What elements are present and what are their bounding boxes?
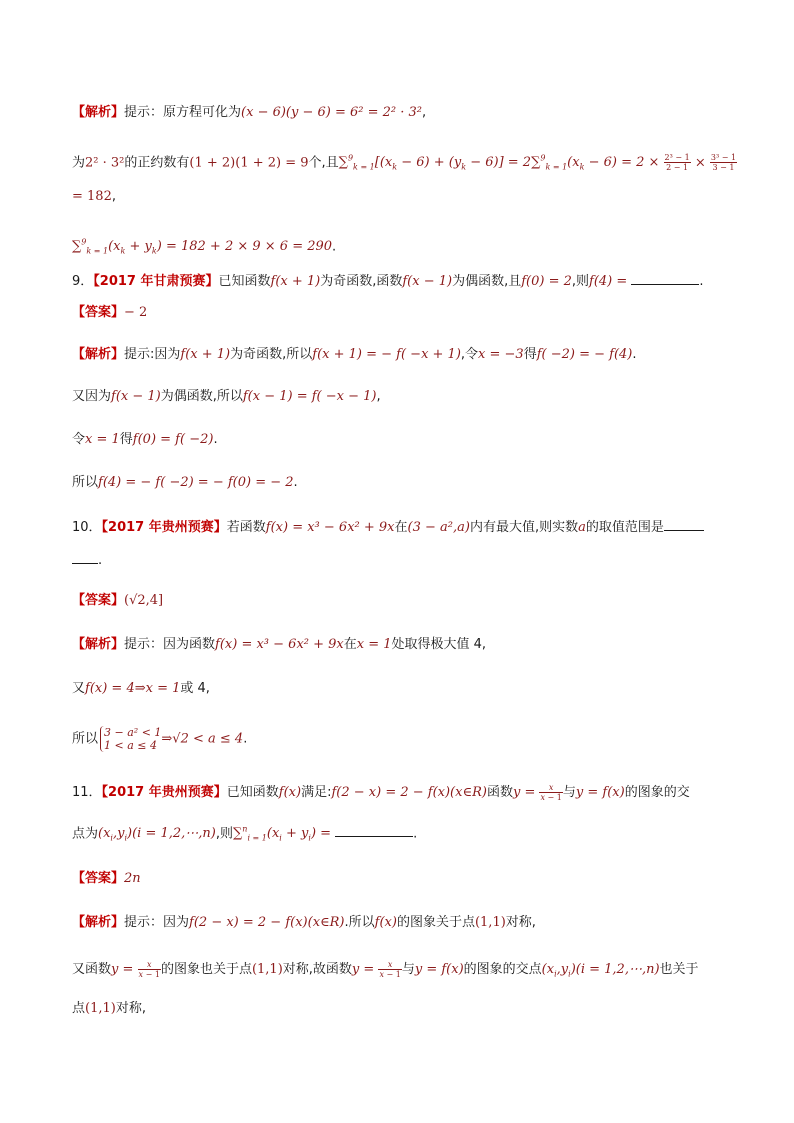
- text-line-1: 【解析】提示：原方程可化为(x − 6)(y − 6) = 6² = 2² · 3²,: [72, 105, 427, 120]
- text-line-9: 令x = 1得f(0) = f( −2).: [72, 432, 218, 447]
- text-line-16: 所以 3 − a² < 1 1 < a ≤ 4 ⇒√2 < a ≤ 4.: [72, 726, 248, 752]
- text-line-12: .: [72, 551, 102, 570]
- text-line-11: 10．【2017 年贵州预赛】若函数f(x) = x³ − 6x² + 9x在(3 − a²,a)内有最大值,则实数a的取值范围是: [72, 518, 704, 537]
- text-line-2: 为2² · 3²的正约数有(1 + 2)(1 + 2) = 9个,且$\sum^9_{k = 1}[(x_k - 6) + (y_k - 6)] = 2\sum^9_{k = 1}(x_k - 6) = 2$ × $\frac{\text{2³ − 1}}{2 - 1}$ × $\frac{\text{3³ − 1}}{3 - 1}$: [72, 153, 737, 173]
- text-line-10: 所以f(4) = − f( −2) = − f(0) = − 2.: [72, 475, 298, 490]
- text-line-5: 9．【2017 年甘肃预赛】已知函数f(x + 1)为奇函数,函数f(x − 1)为偶函数,且f(0) = 2,则f(4) = .: [72, 274, 704, 289]
- text-line-22: 点(1,1)对称,: [72, 1001, 146, 1016]
- text-line-20: 【解析】提示：因为f(2 − x) = 2 − f(x)(x∈R).所以f(x)的图象关于点(1,1)对称,: [72, 915, 536, 930]
- text-line-21: 又函数y = $\frac{x}{x - 1}$ 的图象也关于点(1,1)对称,故函数y = $\frac{x}{x - 1}$ 与y = f(x)的图象的交点$(x_i,y_i)(i$ = 1,2,⋯,n)也关于: [72, 960, 699, 979]
- text-line-13: 【答案】(√2,4]: [72, 593, 164, 608]
- text-line-7: 【解析】提示:因为f(x + 1)为奇函数,所以f(x + 1) = − f( −x + 1),令x = −3得f( −2) = − f(4).: [72, 347, 637, 362]
- text-line-17: 11．【2017 年贵州预赛】已知函数f(x)满足:f(2 − x) = 2 − f(x)(x∈R)函数y = $\frac{x}{x - 1}$ 与y = f(x)的图象的交: [72, 783, 690, 802]
- text-line-19: 【答案】2n: [72, 871, 141, 886]
- text-line-6: 【答案】− 2: [72, 305, 148, 320]
- text-line-3: = 182,: [72, 189, 116, 204]
- text-line-14: 【解析】提示：因为函数f(x) = x³ − 6x² + 9x在x = 1处取得极大值 4,: [72, 637, 487, 652]
- text-line-8: 又因为f(x − 1)为偶函数,所以f(x − 1) = f( −x − 1),: [72, 389, 381, 404]
- text-line-18: 点为$(x_i,y_i)(i$ = 1,2,⋯,n),则$\sum^n_{i = 1}(x_i + y_i)$ = .: [72, 825, 418, 843]
- text-line-4: $\sum^9_{k = 1}(x_k + y_k) = 182 + 2 \times 9 \times 6 = 290$.: [72, 238, 337, 256]
- text-line-15: 又f(x) = 4⇒x = 1或 4,: [72, 681, 210, 696]
